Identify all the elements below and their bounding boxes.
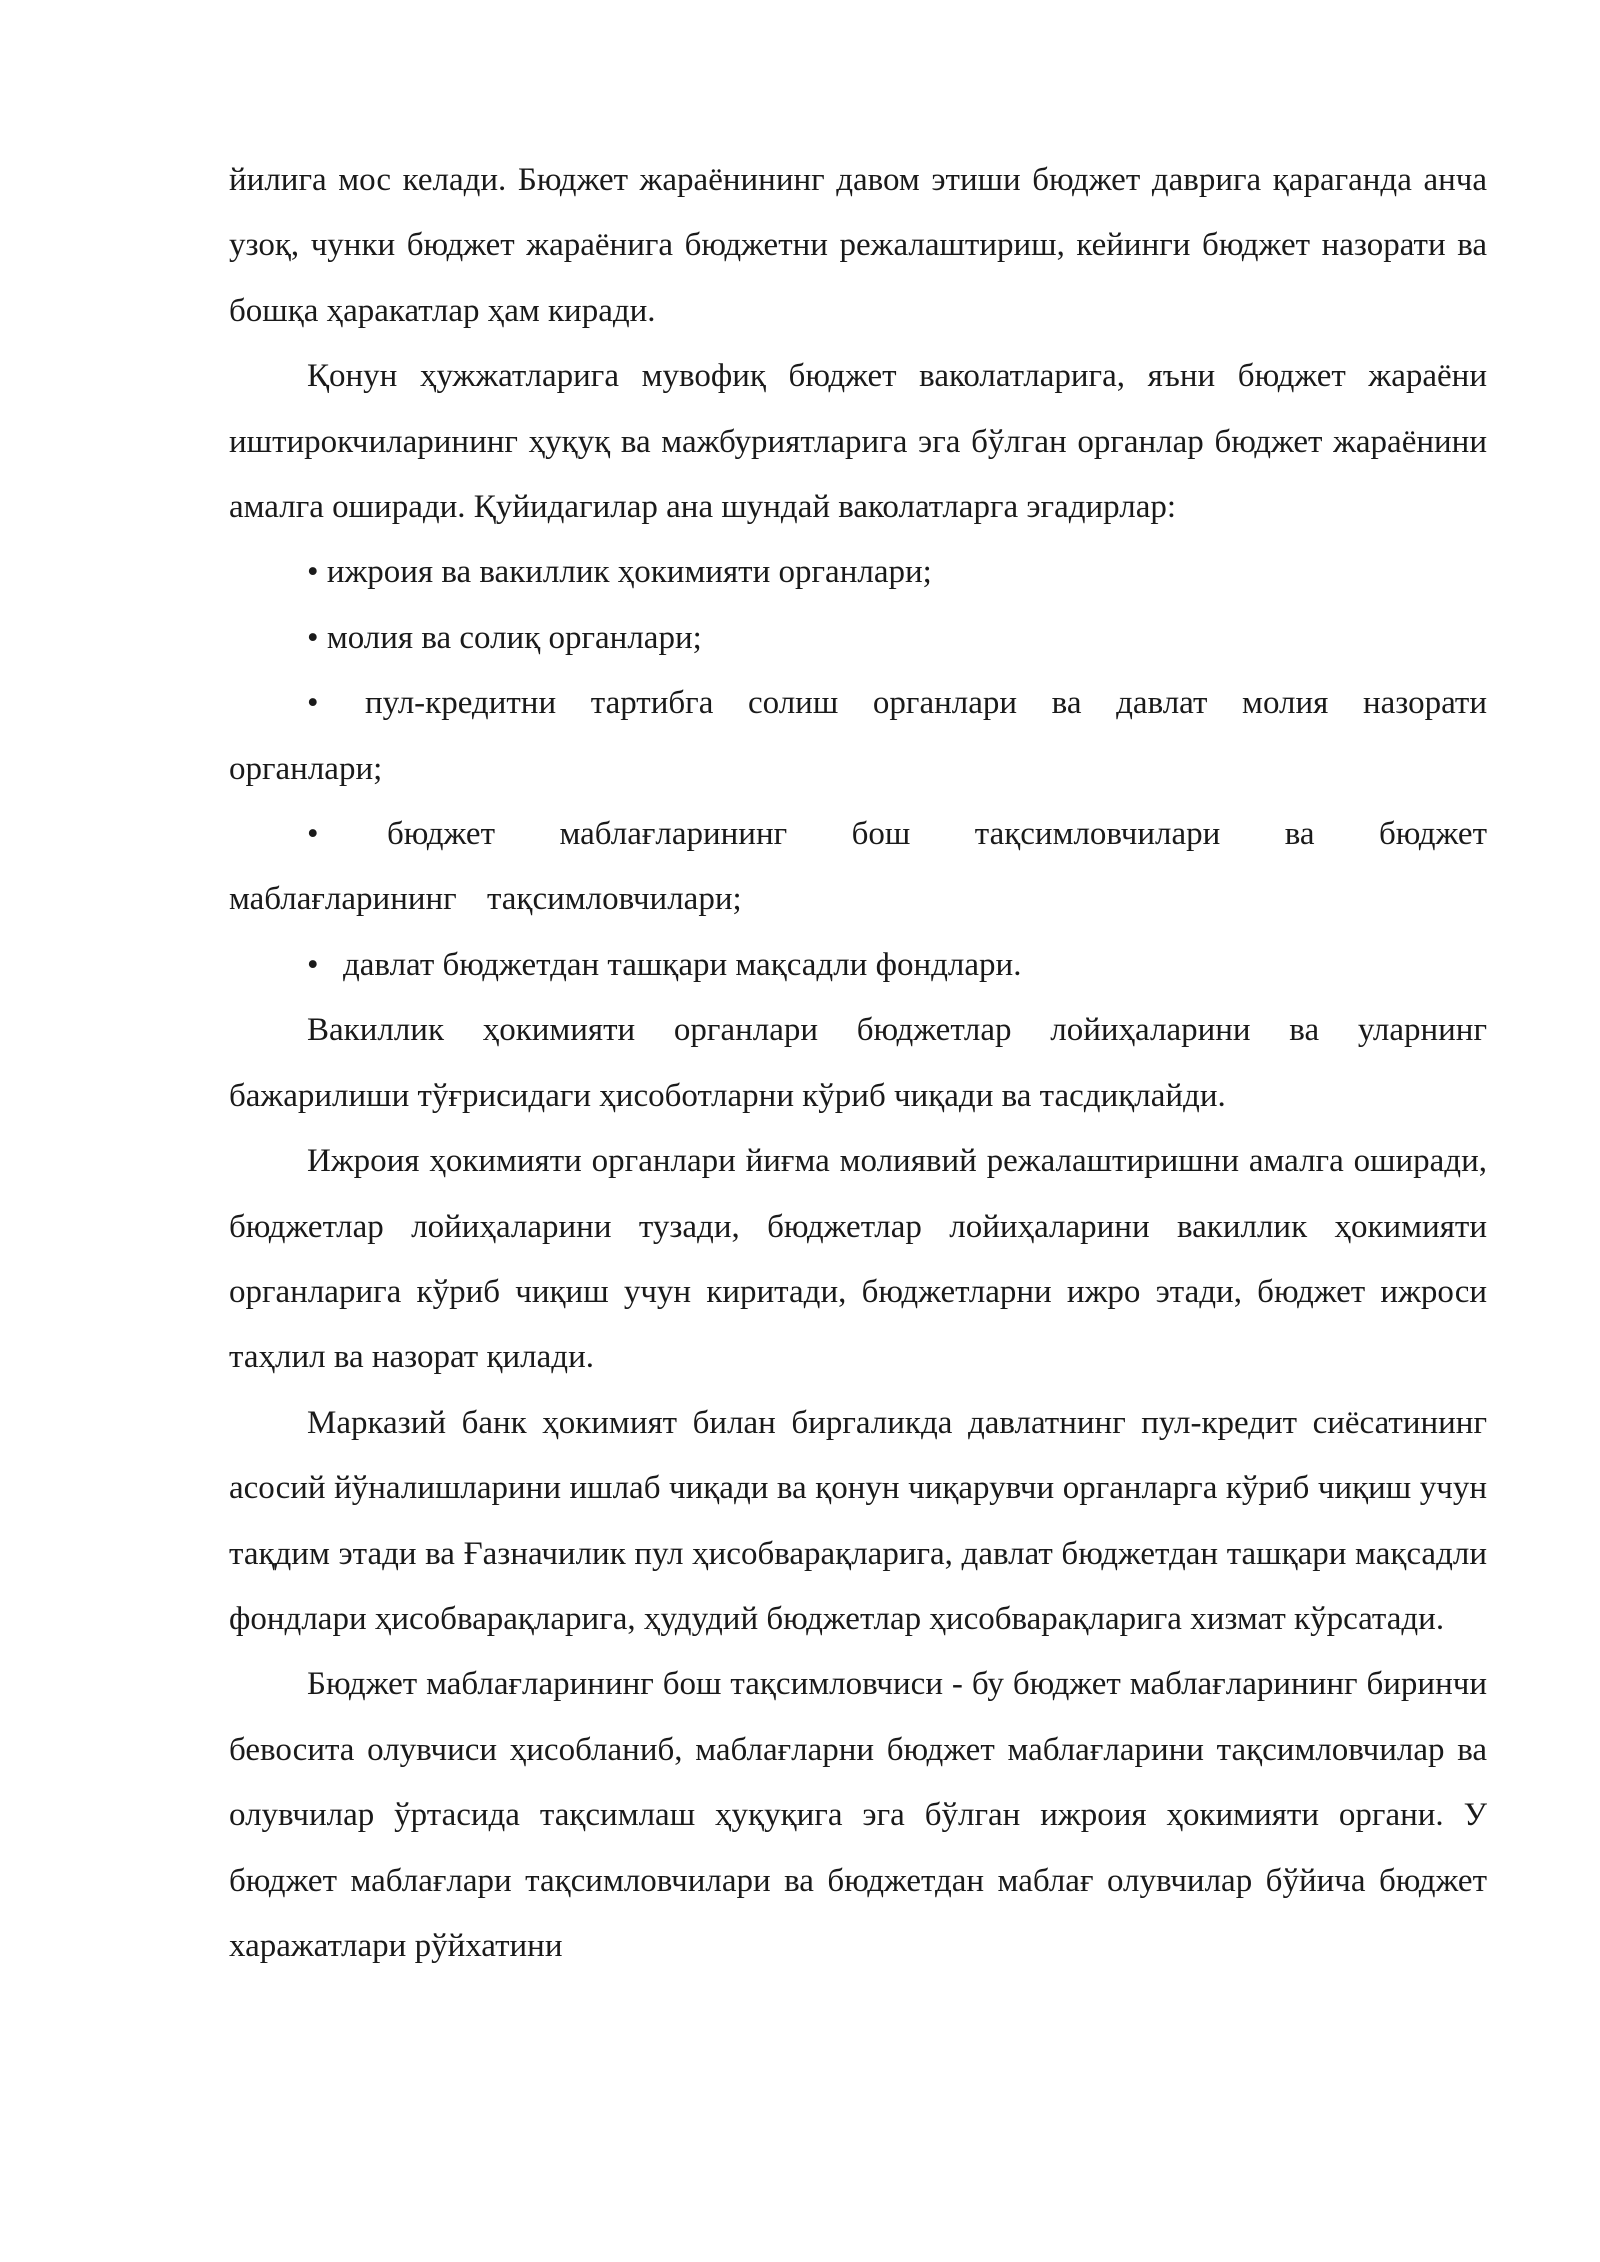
bullet-text: молия ва солиқ органлари; xyxy=(326,619,702,656)
bullet-item xyxy=(229,540,1487,605)
paragraph-budget-powers: Қонун ҳужжатларига мувофиқ бюджет ваколатларига, яъни бюджет жараёни иштирокчиларининг ҳуқуқ ва мажбуриятларига эга бўлган органлар бюджет жараёнини амалга оширади. Қуйидагилар ана шундай ваколатларга эгадирлар: xyxy=(229,358,1487,526)
document-body xyxy=(229,148,1487,1979)
bullet-marker: • xyxy=(307,554,319,591)
bullet-item xyxy=(229,671,1487,802)
bullet-item xyxy=(229,802,1487,933)
paragraph-chief-distributor: Бюджет маблағларининг бош тақсимловчиси - бу бюджет маблағларининг биринчи бевосита олувчиси ҳисобланиб, маблағларни бюджет маблағларини тақсимловчилар ва олувчилар ўртасида тақсимлаш ҳуқуқига эга бўлган ижроия ҳокимияти органи. У бюджет маблағлари тақсимловчилари ва бюджетдан маблағ олувчилар бўйича бюджет харажатлари рўйхатини xyxy=(229,1666,1487,1964)
bullet-text: пул-кредитни тартибга солиш органлари ва давлат молия назорати органлари; xyxy=(229,685,1487,787)
bullet-text: бюджет маблағларининг бош тақсимловчилари ва бюджет маблағларининг тақсимловчилари; xyxy=(229,816,1487,918)
bullet-marker: • xyxy=(307,816,319,853)
bullet-text: ижроия ва вакиллик ҳокимияти органлари; xyxy=(326,554,932,591)
bullet-item xyxy=(229,606,1487,671)
bullet-text: давлат бюджетдан ташқари мақсадли фондлари. xyxy=(343,946,1022,983)
paragraph-central-bank: Марказий банк ҳокимият билан биргаликда давлатнинг пул-кредит сиёсатининг асосий йўналишларини ишлаб чиқади ва қонун чиқарувчи органларга кўриб чиқиш учун тақдим этади ва Ғазначилик пул ҳисобварақларига, давлат бюджетдан ташқари мақсадли фондлари ҳисобварақларига, ҳудудий бюджетлар ҳисобварақларига хизмат кўрсатади. xyxy=(229,1404,1487,1637)
bullet-item xyxy=(229,933,1487,998)
bullet-marker: • xyxy=(307,946,319,983)
bullet-marker: • xyxy=(307,685,319,722)
paragraph-representative-bodies: Вакиллик ҳокимияти органлари бюджетлар лойиҳаларини ва уларнинг бажарилиши тўғрисидаги ҳисоботларни кўриб чиқади ва тасдиқлайди. xyxy=(229,1012,1487,1114)
bullet-marker: • xyxy=(307,619,319,656)
paragraph-continuation: йилига мос келади. Бюджет жараёнининг давом этиши бюджет даврига қараганда анча узоқ, чунки бюджет жараёнига бюджетни режалаштириш, кейинги бюджет назорати ва бошқа ҳаракатлар ҳам киради. xyxy=(229,162,1487,329)
paragraph-executive-bodies: Ижроия ҳокимияти органлари йиғма молиявий режалаштиришни амалга оширади, бюджетлар лойиҳаларини тузади, бюджетлар лойиҳаларини вакиллик ҳокимияти органларига кўриб чиқиш учун киритади, бюджетларни ижро этади, бюджет ижроси таҳлил ва назорат қилади. xyxy=(229,1143,1487,1376)
